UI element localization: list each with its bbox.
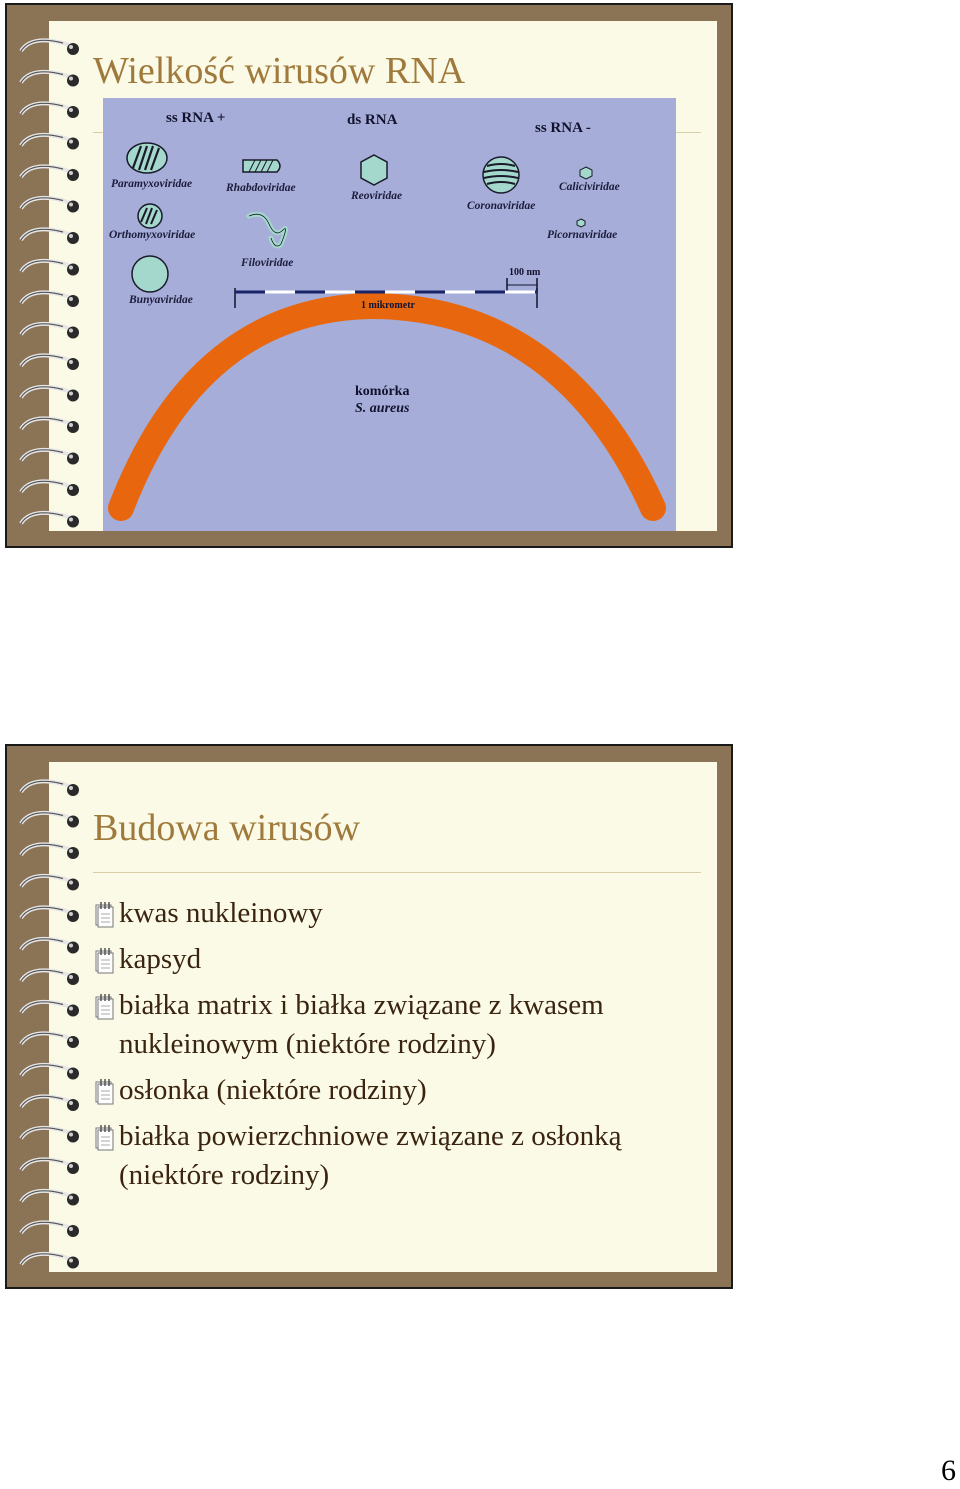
spiral-ring xyxy=(21,355,79,370)
virus-size-diagram xyxy=(103,98,676,531)
filovirus-icon xyxy=(249,214,286,246)
spiral-ring xyxy=(21,103,79,118)
coronavirus-icon xyxy=(483,157,519,193)
spiral-ring xyxy=(21,324,79,339)
spiral-ring xyxy=(21,513,79,528)
scale-label-100nm: 100 nm xyxy=(509,267,541,278)
spiral-ring xyxy=(21,1002,79,1017)
spiral-ring xyxy=(21,40,79,55)
list-item: osłonka (niektóre rodziny) xyxy=(93,1071,708,1110)
reovirus-icon xyxy=(361,155,387,185)
slide-virus-sizes xyxy=(5,3,733,548)
list-item: kwas nukleinowy xyxy=(93,894,708,933)
cell-label: komórka xyxy=(355,384,410,399)
notepad-bullet-icon xyxy=(93,992,115,1020)
spiral-ring xyxy=(21,1191,79,1206)
list-item: białka powierzchniowe związane z osłonką (niektóre rodziny) xyxy=(93,1117,708,1195)
spiral-ring xyxy=(21,198,79,213)
family-reoviridae: Reoviridae xyxy=(351,190,403,202)
spiral-ring xyxy=(21,813,79,828)
cell-species: S. aureus xyxy=(355,401,410,416)
list-item: białka matrix i białka związane z kwasem nukleinowym (niektóre rodziny) xyxy=(93,986,708,1064)
paramyxovirus-icon xyxy=(127,143,167,173)
spiral-ring xyxy=(21,1254,79,1269)
bullet-list xyxy=(93,894,708,1202)
family-rhabdoviridae: Rhabdoviridae xyxy=(226,182,296,194)
group-ds-rna: ds RNA xyxy=(347,112,398,128)
picornavirus-icon xyxy=(577,219,585,227)
spiral-ring xyxy=(21,166,79,181)
spiral-ring xyxy=(21,876,79,891)
rhabdovirus-icon xyxy=(243,160,280,172)
slide-title: Budowa wirusów xyxy=(93,807,361,849)
family-filoviridae: Filoviridae xyxy=(241,257,294,269)
orthomyxovirus-icon xyxy=(138,204,162,228)
title-divider xyxy=(93,872,701,873)
notepad-bullet-icon xyxy=(93,1123,115,1151)
spiral-ring xyxy=(21,907,79,922)
family-bunyaviridae: Bunyaviridae xyxy=(129,294,193,306)
slide-virus-structure xyxy=(5,744,733,1289)
spiral-ring xyxy=(21,387,79,402)
spiral-ring xyxy=(21,229,79,244)
family-picornaviridae: Picornaviridae xyxy=(547,229,618,241)
spiral-ring xyxy=(21,1128,79,1143)
spiral-binding-icon xyxy=(17,31,87,531)
scale-bar-100nm xyxy=(507,278,537,292)
notepad-bullet-icon xyxy=(93,1077,115,1105)
spiral-ring xyxy=(21,1033,79,1048)
spiral-ring xyxy=(21,450,79,465)
list-item: kapsyd xyxy=(93,940,708,979)
spiral-ring xyxy=(21,418,79,433)
scale-label-1-micrometer: 1 mikrometr xyxy=(361,300,415,311)
group-ss-rna-minus: ss RNA - xyxy=(535,120,591,136)
spiral-ring xyxy=(21,970,79,985)
bunyavirus-icon xyxy=(132,256,168,292)
slide-title: Wielkość wirusów RNA xyxy=(93,50,466,92)
spiral-ring xyxy=(21,1065,79,1080)
spiral-binding-icon xyxy=(17,772,87,1272)
family-coronaviridae: Coronaviridae xyxy=(467,200,536,212)
spiral-ring xyxy=(21,1159,79,1174)
page-number: 6 xyxy=(941,1454,956,1487)
family-caliciviridae: Caliciviridae xyxy=(559,181,620,193)
spiral-ring xyxy=(21,939,79,954)
group-ss-rna-plus: ss RNA + xyxy=(166,110,226,126)
family-paramyxoviridae: Paramyxoviridae xyxy=(111,178,193,190)
spiral-ring xyxy=(21,844,79,859)
spiral-ring xyxy=(21,781,79,796)
spiral-ring xyxy=(21,261,79,276)
spiral-ring xyxy=(21,1222,79,1237)
spiral-ring xyxy=(21,135,79,150)
spiral-ring xyxy=(21,72,79,87)
spiral-ring xyxy=(21,481,79,496)
calicivirus-icon xyxy=(580,167,592,179)
spiral-ring xyxy=(21,292,79,307)
notepad-bullet-icon xyxy=(93,900,115,928)
spiral-ring xyxy=(21,1096,79,1111)
notepad-bullet-icon xyxy=(93,946,115,974)
family-orthomyxoviridae: Orthomyxoviridae xyxy=(109,229,196,241)
